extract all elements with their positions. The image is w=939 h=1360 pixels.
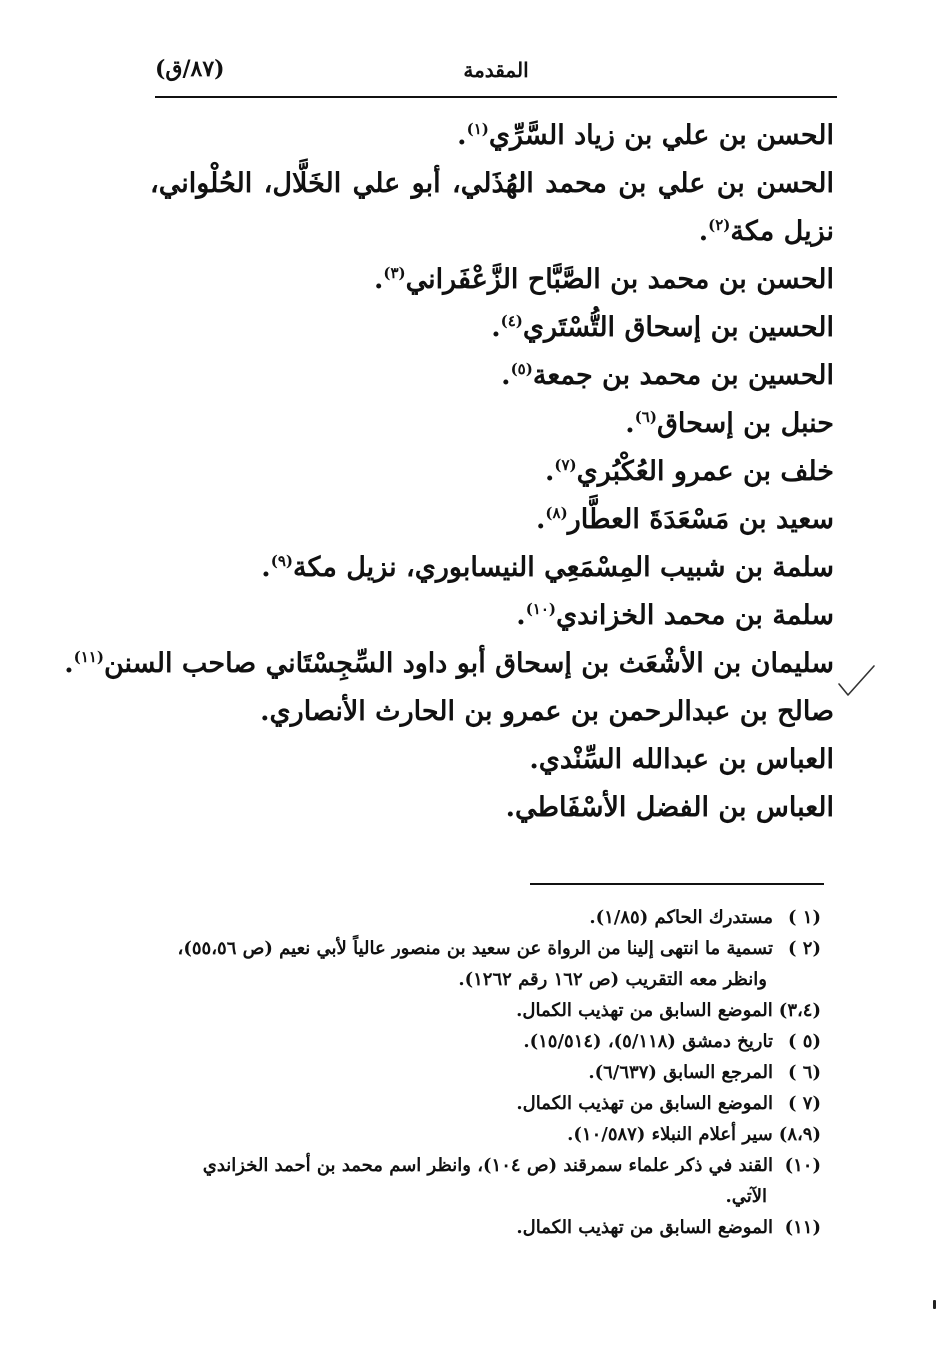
footnote-rule <box>530 883 824 885</box>
footnote-continuation: وانظر معه التقريب (ص ١٦٢ رقم ١٢٦٢). <box>458 969 767 990</box>
footnote-continuation: الآتي. <box>725 1186 767 1207</box>
footnote-ref: (٦) <box>634 408 657 426</box>
footnote: (٢ )تسمية ما انتهى إلينا من الرواة عن سعيد بن منصور عالياً لأبي نعيم (ص ٥٥،٥٦)، <box>138 933 821 964</box>
footnote-number: (١٠) <box>784 1155 821 1176</box>
narrator-entry: سليمان بن الأشْعَث بن إسحاق أبو داود السِّجِسْتَاني صاحب السنن$^{(١١)}$. <box>64 648 834 679</box>
footnote-number: (٦ ) <box>788 1062 821 1083</box>
footnote-ref: (٣) <box>383 264 406 282</box>
footnote-number: (٥ ) <box>788 1031 821 1052</box>
narrator-list <box>64 112 834 832</box>
footnote-ref: (٧) <box>554 456 577 474</box>
footnote-number: (٨،٩) <box>778 1124 821 1145</box>
footnote: (٥ )تاريخ دمشق (٥/١١٨)، (١٥/٥١٤). <box>138 1026 821 1057</box>
narrator-entry: الحسين بن إسحاق التُّسْتَري$^{(٤)}$. <box>491 312 834 343</box>
footnote-ref: (٨) <box>545 504 568 522</box>
narrator-entry: خلف بن عمرو العُكْبُري$^{(٧)}$. <box>544 456 834 487</box>
margin-checkmark-icon <box>836 662 876 698</box>
narrator-entry: الحسين بن محمد بن جمعة$^{(٥)}$. <box>501 360 834 391</box>
footnote: (٣،٤)الموضع السابق من تهذيب الكمال. <box>138 995 821 1026</box>
footnote-list <box>138 902 821 1243</box>
narrator-entry: الحسن بن محمد بن الصَّبَّاح الزَّعْفَراني$^{(٣)}$. <box>373 264 834 295</box>
footnote-ref: (٤) <box>500 312 523 330</box>
narrator-entry: صالح بن عبدالرحمن بن عمرو بن الحارث الأنصاري. <box>260 696 834 727</box>
footnote: (١١)الموضع السابق من تهذيب الكمال. <box>138 1212 821 1243</box>
footnote-ref: (٩) <box>270 552 293 570</box>
narrator-entry: سعيد بن مَسْعَدَةَ العطَّار$^{(٨)}$. <box>536 504 834 535</box>
narrator-entry: العباس بن الفضل الأسْفَاطي. <box>505 792 834 823</box>
footnote-ref: (٢) <box>708 216 731 234</box>
running-header <box>155 52 837 96</box>
footnote: (٧ )الموضع السابق من تهذيب الكمال. <box>138 1088 821 1119</box>
narrator-entry: الحسن بن علي بن محمد الهُذَلي، أبو علي الخَلَّال، الحُلْواني، نزيل مكة$^{(٢)}$. <box>150 168 834 247</box>
scan-mark <box>933 1300 936 1309</box>
section-title: المقدمة <box>463 58 529 82</box>
narrator-entry: سلمة بن محمد الخزاندي$^{(١٠)}$. <box>516 600 834 631</box>
footnote: (٨،٩)سير أعلام النبلاء (١٠/٥٨٧). <box>138 1119 821 1150</box>
footnote-number: (١ ) <box>788 907 821 928</box>
narrator-entry: الحسن بن علي بن زياد السَّرِّي$^{(١)}$. <box>457 120 834 151</box>
narrator-entry: العباس بن عبدالله السِّنْدي. <box>529 744 834 775</box>
footnote-number: (٢ ) <box>788 938 821 959</box>
footnote: (١ )مستدرك الحاكم (١/٨٥). <box>138 902 821 933</box>
footnote-number: (٣،٤) <box>778 1000 821 1021</box>
footnote-number: (١١) <box>784 1217 821 1238</box>
folio-number: (٨٧/ق) <box>155 56 225 82</box>
narrator-entry: حنبل بن إسحاق$^{(٦)}$. <box>625 408 834 439</box>
footnote-ref: (١١) <box>73 648 104 666</box>
footnote: (٦ )المرجع السابق (٦/٦٣٧). <box>138 1057 821 1088</box>
footnote-ref: (٥) <box>510 360 533 378</box>
footnote-ref: (١٠) <box>525 600 557 618</box>
narrator-entry: سلمة بن شبيب المِسْمَعِي النيسابوري، نزيل مكة$^{(٩)}$. <box>261 552 834 583</box>
footnote-ref: (١) <box>466 120 489 138</box>
footnote: (١٠)القند في ذكر علماء سمرقند (ص ١٠٤)، وانظر اسم محمد بن أحمد الخزاندي <box>138 1150 821 1181</box>
header-rule <box>155 96 837 98</box>
footnote-number: (٧ ) <box>788 1093 821 1114</box>
